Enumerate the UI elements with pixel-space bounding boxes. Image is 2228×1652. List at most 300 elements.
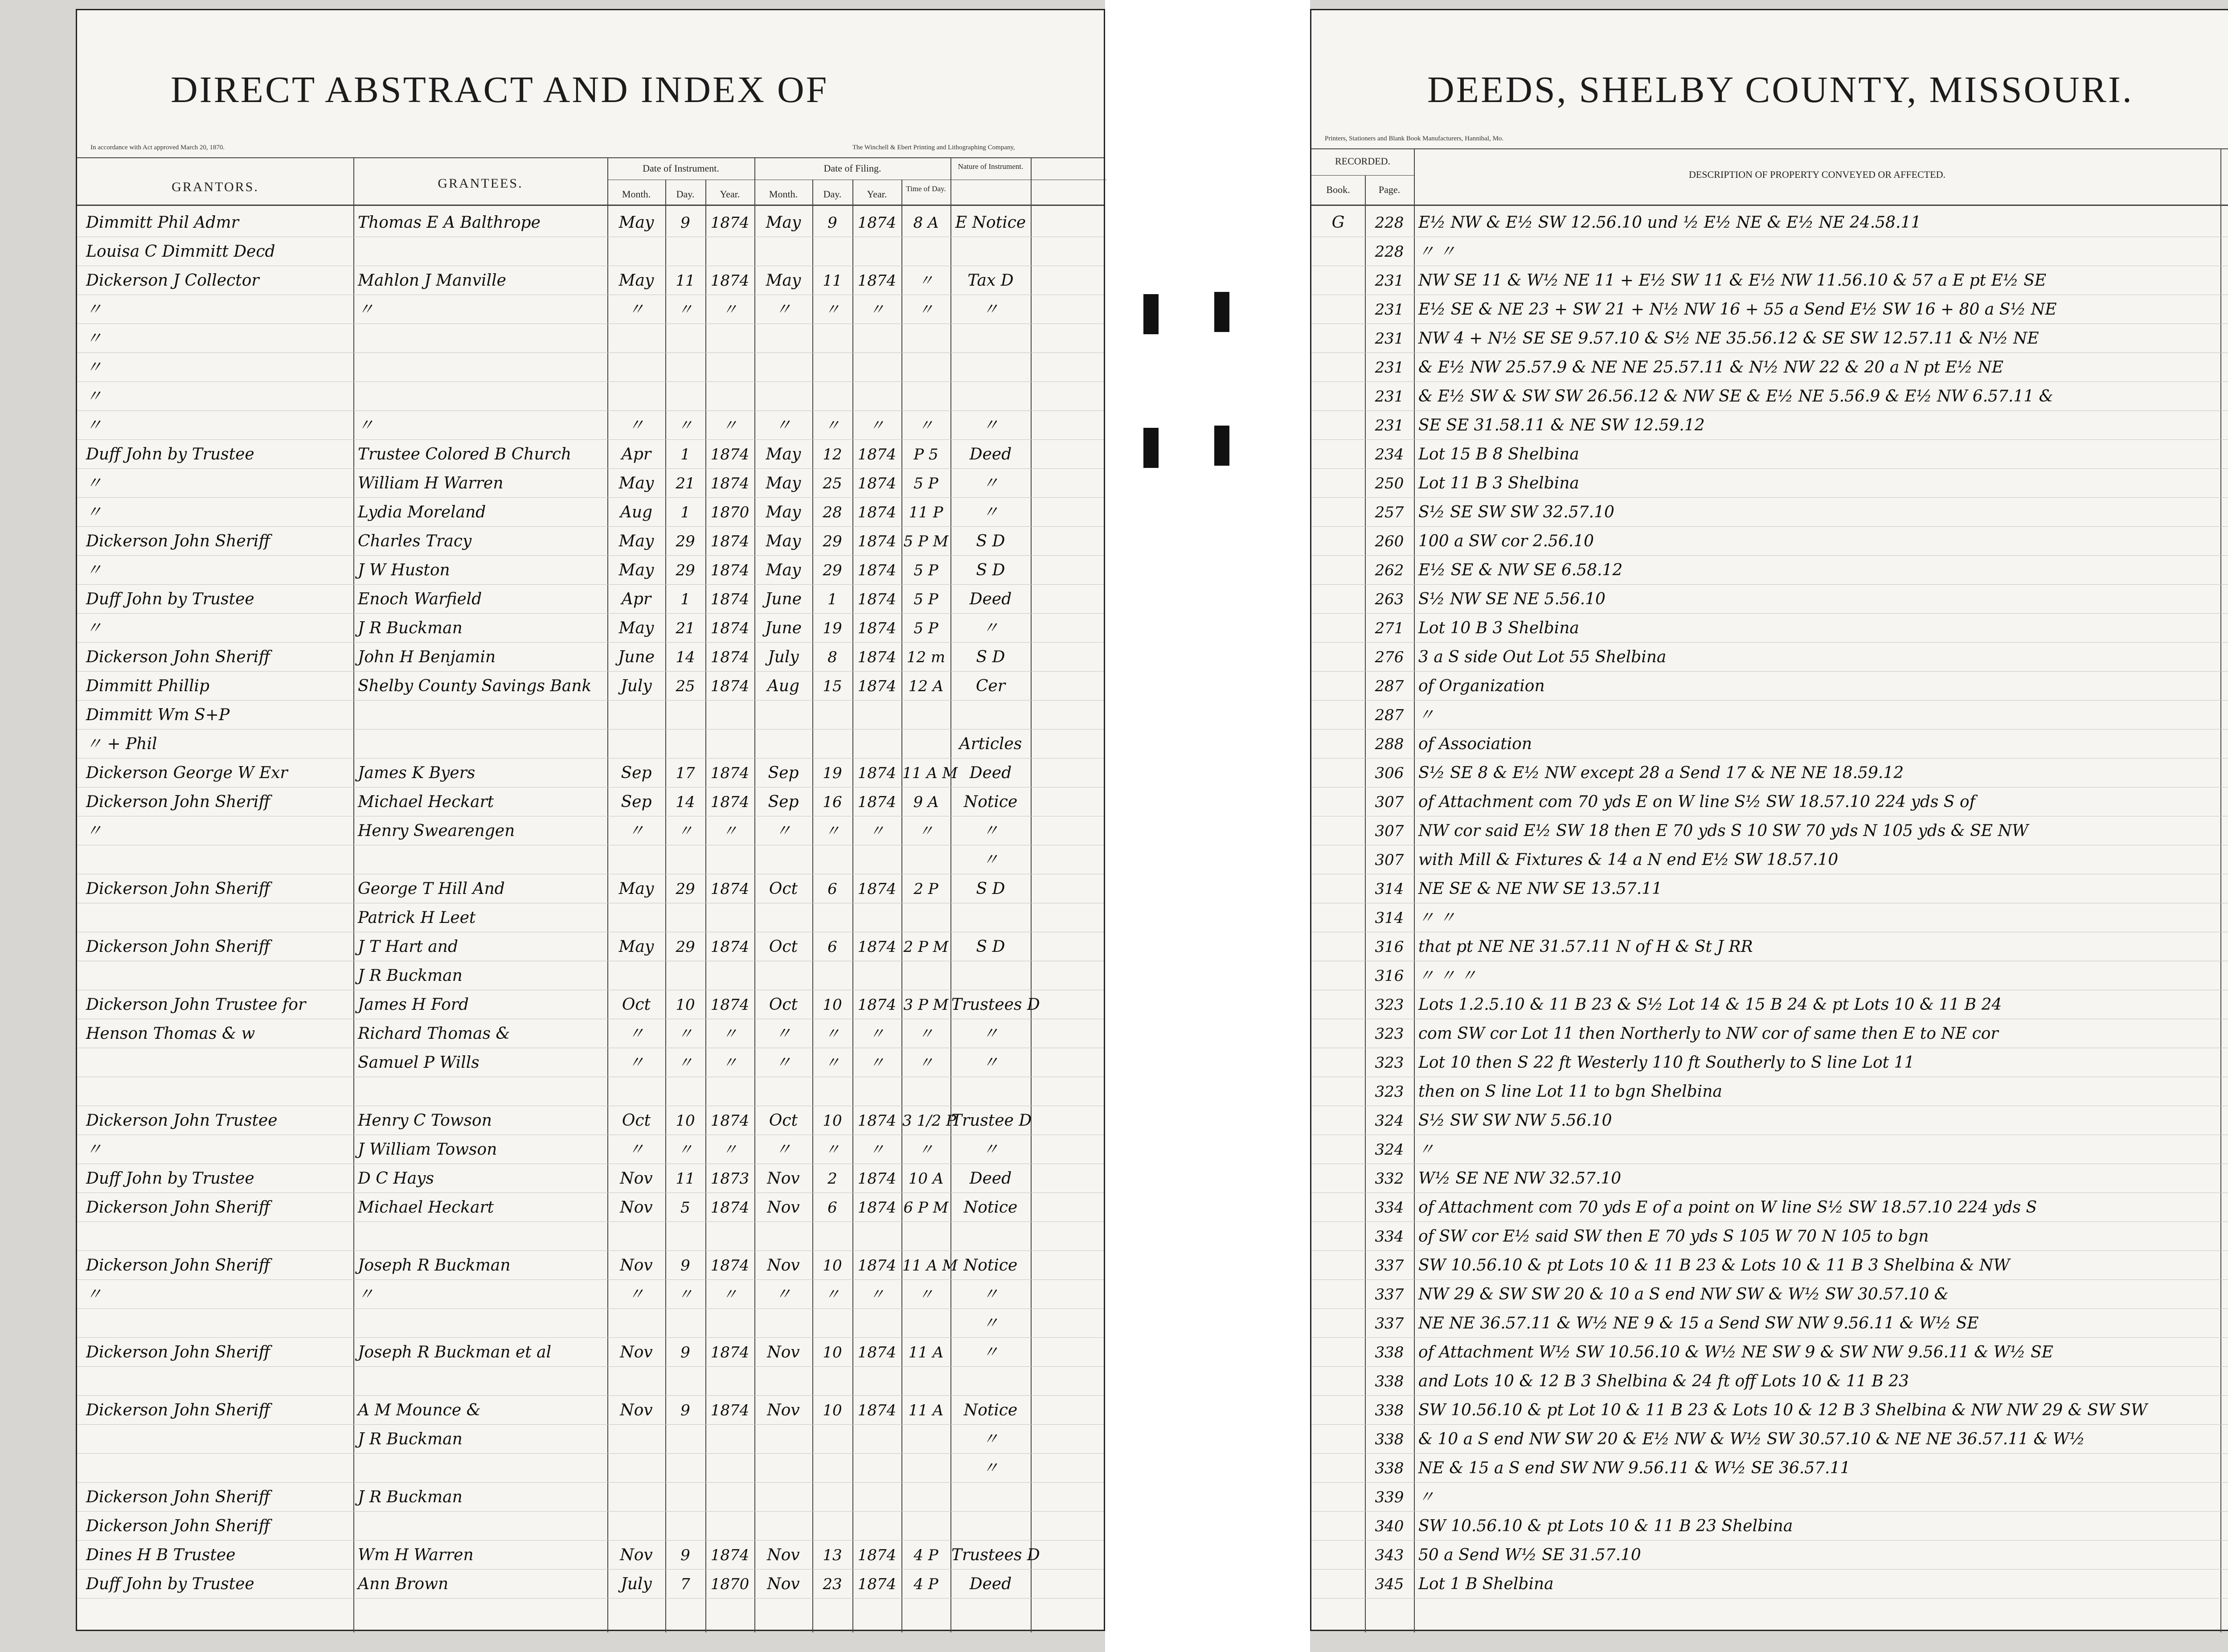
filing-day-cell: 9 <box>827 214 837 232</box>
grantee-cell: J R Buckman <box>358 967 463 985</box>
ledger-row <box>1311 1107 2228 1135</box>
page-cell: 263 <box>1375 590 1404 608</box>
ledger-row <box>77 1512 1104 1541</box>
recorded-header: RECORDED. <box>1335 156 1391 167</box>
ledger-row <box>1311 759 2228 787</box>
ledger-row <box>77 1483 1104 1512</box>
page-cell: 307 <box>1375 822 1404 840</box>
filing-month-cell: 〃 <box>775 1285 791 1304</box>
instrument-year-cell: 1874 <box>710 1199 749 1217</box>
ledger-row <box>1311 266 2228 295</box>
ledger-row <box>77 1193 1104 1222</box>
row-rule <box>1311 1279 2228 1280</box>
day-header: Day. <box>676 189 695 200</box>
instrument-day-cell: 1 <box>680 446 690 463</box>
grantor-cell: Dickerson J Collector <box>86 271 259 290</box>
row-rule <box>77 1366 1104 1367</box>
page-cell: 316 <box>1375 938 1404 956</box>
page-cell: 323 <box>1375 1083 1404 1101</box>
filing-day-cell: 8 <box>827 648 837 666</box>
ledger-row <box>77 238 1104 266</box>
page-cell: 338 <box>1375 1459 1404 1477</box>
filing-year-cell: 〃 <box>869 1054 885 1072</box>
description-cell: & E½ NW 25.57.9 & NE NE 25.57.11 & N½ NW 22 & 20 a N pt E½ NE <box>1418 358 2004 377</box>
filing-time-cell: 〃 <box>918 1025 934 1043</box>
description-cell: 〃 〃 <box>1418 909 1456 927</box>
instrument-month-cell: May <box>618 561 654 579</box>
instrument-month-cell: June <box>618 648 655 666</box>
page-cell: 231 <box>1375 359 1404 377</box>
ledger-row <box>77 991 1104 1019</box>
filing-month-cell: Sep <box>768 764 799 782</box>
filing-day-cell: 6 <box>827 938 837 956</box>
instrument-year-cell: 1874 <box>710 1402 749 1419</box>
nature-cell: 〃 <box>982 1054 999 1072</box>
nature-cell: Notice <box>963 1256 1018 1275</box>
nature-cell: 〃 <box>982 503 999 521</box>
ledger-row <box>77 933 1104 961</box>
filing-year-cell: 1874 <box>857 446 897 463</box>
ledger-row <box>1311 440 2228 469</box>
instrument-year-cell: 〃 <box>722 1286 737 1304</box>
description-cell: that pt NE NE 31.57.11 N of H & St J RR <box>1418 938 1753 956</box>
instrument-year-cell: 1874 <box>710 475 749 492</box>
grantor-cell: 〃 <box>86 822 102 840</box>
nature-cell: Cer <box>975 677 1006 695</box>
description-header: DESCRIPTION OF PROPERTY CONVEYED OR AFFECTED. <box>1688 169 1946 180</box>
ledger-row <box>1311 730 2228 758</box>
row-rule <box>1311 1511 2228 1512</box>
row-rule <box>1311 584 2228 585</box>
grantor-cell: Dickerson George W Exr <box>86 764 288 782</box>
grantee-cell: William H Warren <box>358 474 504 492</box>
ledger-row <box>77 1396 1104 1425</box>
instrument-day-cell: 17 <box>676 764 695 782</box>
book-header: Book. <box>1326 184 1350 195</box>
instrument-year-cell: 1874 <box>710 590 749 608</box>
instrument-month-cell: 〃 <box>628 1285 644 1304</box>
instrument-year-cell: 〃 <box>722 1141 737 1159</box>
ledger-row <box>1311 353 2228 382</box>
filing-day-cell: 25 <box>823 475 842 492</box>
nature-cell: 〃 <box>982 1314 999 1332</box>
instrument-month-cell: July <box>621 1575 652 1593</box>
filing-year-cell: 1874 <box>857 475 897 492</box>
instrument-year-cell: 1874 <box>710 1257 749 1275</box>
ledger-row <box>77 1135 1104 1164</box>
page-cell: 271 <box>1375 619 1404 637</box>
page-cell: 307 <box>1375 793 1404 811</box>
instrument-year-cell: 1873 <box>710 1170 749 1188</box>
page-cell: 338 <box>1375 1431 1404 1448</box>
description-cell: & 10 a S end NW SW 20 & E½ NW & W½ SW 30.57.10 & NE NE 36.57.11 & W½ <box>1418 1430 2085 1448</box>
ledger-row <box>1311 1251 2228 1280</box>
filing-year-cell: 1874 <box>857 619 897 637</box>
page-cell: 260 <box>1375 533 1404 550</box>
row-rule <box>1311 410 2228 411</box>
page-cell: 231 <box>1375 301 1404 319</box>
ledger-row <box>77 1164 1104 1193</box>
filing-time-cell: 〃 <box>918 1286 934 1304</box>
binding-mark <box>1143 294 1159 334</box>
page-cell: 343 <box>1375 1546 1404 1564</box>
filing-day-cell: 〃 <box>825 1054 840 1072</box>
filing-month-cell: Nov <box>767 1169 800 1188</box>
date-of-instrument-header: Date of Instrument. <box>643 163 719 174</box>
row-rule <box>77 700 1104 701</box>
row-rule <box>1311 439 2228 440</box>
filing-time-cell: 2 P M <box>903 938 949 956</box>
row-rule <box>77 1250 1104 1251</box>
grantee-cell: Wm H Warren <box>358 1546 474 1564</box>
row-rule <box>1311 1453 2228 1454</box>
instrument-month-cell: May <box>618 938 654 956</box>
ledger-row <box>1311 933 2228 961</box>
ledger-row <box>77 1541 1104 1570</box>
page-cell: 276 <box>1375 648 1404 666</box>
description-cell: of SW cor E½ said SW then E 70 yds S 105 W 70 N 105 to bgn <box>1418 1227 1929 1246</box>
description-cell: Lot 1 B Shelbina <box>1418 1575 1554 1593</box>
filing-time-cell: 12 m <box>906 648 946 666</box>
filing-month-cell: Oct <box>769 1111 798 1130</box>
grantee-cell: J R Buckman <box>358 1430 463 1448</box>
page-cell: 314 <box>1375 909 1404 927</box>
row-rule <box>1311 1540 2228 1541</box>
row-rule <box>77 642 1104 643</box>
filing-time-cell: 3 1/2 P <box>902 1112 956 1130</box>
instrument-year-cell: 1874 <box>710 1344 749 1361</box>
filing-day-header: Day. <box>823 189 842 200</box>
instrument-day-cell: 11 <box>676 272 695 290</box>
nature-cell: Notice <box>963 1401 1018 1419</box>
nature-cell: Trustees D <box>951 1546 1040 1564</box>
page-cell: 306 <box>1375 764 1404 782</box>
filing-year-cell: 1874 <box>857 1199 897 1217</box>
page-cell: 337 <box>1375 1257 1404 1275</box>
nature-cell: 〃 <box>982 822 999 840</box>
filing-day-cell: 6 <box>827 880 837 898</box>
instrument-year-cell: 1874 <box>710 533 749 550</box>
filing-time-cell: 11 P <box>909 504 943 521</box>
instrument-day-cell: 21 <box>676 619 695 637</box>
page-cell: 334 <box>1375 1199 1404 1217</box>
ledger-row <box>1311 1309 2228 1338</box>
instrument-month-cell: Nov <box>620 1169 653 1188</box>
description-cell: 50 a Send W½ SE 31.57.10 <box>1418 1546 1641 1564</box>
filing-month-cell: June <box>765 619 802 637</box>
section-cell <box>2221 358 2228 377</box>
instrument-day-cell: 7 <box>680 1575 690 1593</box>
instrument-day-cell: 〃 <box>678 417 693 435</box>
ledger-row <box>77 556 1104 585</box>
grantee-cell: Patrick H Leet <box>358 909 476 927</box>
filing-time-cell: 〃 <box>918 1141 934 1159</box>
row-rule <box>77 468 1104 469</box>
page-cell: 287 <box>1375 677 1404 695</box>
instrument-month-cell: Nov <box>620 1256 653 1275</box>
instrument-year-cell: 1870 <box>710 504 749 521</box>
filing-month-cell: Nov <box>767 1401 800 1419</box>
instrument-day-cell: 29 <box>676 938 695 956</box>
filing-month-cell: May <box>766 445 801 463</box>
right-printer-note: Printers, Stationers and Blank Book Manufacturers, Hannibal, Mo. <box>1325 135 1504 142</box>
row-rule <box>1311 468 2228 469</box>
row-rule <box>1311 1569 2228 1570</box>
section-cell <box>2221 271 2228 291</box>
filing-day-cell: 12 <box>823 446 842 463</box>
ledger-row <box>1311 1541 2228 1570</box>
instrument-month-cell: May <box>618 532 654 550</box>
filing-day-cell: 19 <box>823 764 842 782</box>
filing-year-cell: 〃 <box>869 1025 885 1043</box>
filing-day-cell: 16 <box>823 793 842 811</box>
filing-day-cell: 2 <box>827 1170 837 1188</box>
filing-time-cell: 4 P <box>913 1546 938 1564</box>
row-rule <box>77 1279 1104 1280</box>
grantee-cell: George T Hill And <box>358 880 505 898</box>
nature-cell: 〃 <box>982 851 999 869</box>
nature-cell: Notice <box>963 793 1018 811</box>
filing-time-cell: 6 P M <box>903 1199 949 1217</box>
instrument-month-cell: Oct <box>622 1111 651 1130</box>
instrument-day-cell: 〃 <box>678 1054 693 1072</box>
section-cell <box>2221 329 2228 348</box>
ledger-row <box>77 875 1104 903</box>
instrument-year-cell: 1874 <box>710 880 749 898</box>
instrument-month-cell: 〃 <box>628 1025 644 1043</box>
filing-day-cell: 23 <box>823 1575 842 1593</box>
binding-mark <box>1214 426 1229 466</box>
nature-cell: E Notice <box>955 213 1026 232</box>
ledger-row <box>77 1049 1104 1077</box>
grantor-cell: 〃 <box>86 358 102 377</box>
filing-time-cell: 〃 <box>918 301 934 319</box>
ledger-row <box>77 1251 1104 1280</box>
grantee-cell: J R Buckman <box>358 1488 463 1506</box>
filing-year-cell: 1874 <box>857 880 897 898</box>
instrument-day-cell: 29 <box>676 880 695 898</box>
row-rule <box>77 1424 1104 1425</box>
right-page-title: DEEDS, SHELBY COUNTY, MISSOURI. <box>1427 69 2134 111</box>
ledger-row <box>1311 875 2228 903</box>
ledger-row <box>77 1425 1104 1454</box>
page-cell: 316 <box>1375 967 1404 985</box>
filing-month-cell: May <box>766 213 801 232</box>
row-rule <box>77 613 1104 614</box>
page-cell: 231 <box>1375 417 1404 435</box>
filing-month-cell: 〃 <box>775 822 791 840</box>
page-cell: 338 <box>1375 1373 1404 1390</box>
book-gutter <box>1105 0 1310 1652</box>
description-cell: of Attachment com 70 yds E on W line S½ SW 18.57.10 224 yds S of <box>1418 793 1975 811</box>
ledger-row <box>77 1309 1104 1338</box>
ledger-row <box>1311 817 2228 845</box>
ledger-row <box>1311 1020 2228 1048</box>
grantor-cell: 〃 <box>86 387 102 406</box>
page-cell: 323 <box>1375 996 1404 1014</box>
ledger-row <box>77 1570 1104 1599</box>
filing-time-cell: 4 P <box>913 1575 938 1593</box>
description-cell: E½ NW & E½ SW 12.56.10 und ½ E½ NE & E½ NE 24.58.11 <box>1418 213 1921 232</box>
description-cell: NW 29 & SW SW 20 & 10 a S end NW SW & W½ SW 30.57.10 & <box>1418 1285 1949 1304</box>
nature-header: Nature of Instrument. <box>958 162 1024 171</box>
instrument-year-cell: 1874 <box>710 446 749 463</box>
instrument-year-cell: 〃 <box>722 417 737 435</box>
instrument-day-cell: 14 <box>676 648 695 666</box>
description-cell: SW 10.56.10 & pt Lots 10 & 11 B 23 & Lots 10 & 11 B 3 Shelbina & NW <box>1418 1256 2010 1275</box>
ledger-row <box>77 1020 1104 1048</box>
filing-year-cell: 1874 <box>857 533 897 550</box>
page-cell: 231 <box>1375 388 1404 406</box>
filing-year-cell: 1874 <box>857 562 897 579</box>
filing-year-cell: 1874 <box>857 590 897 608</box>
grantee-cell: Michael Heckart <box>358 793 494 811</box>
filing-year-cell: 〃 <box>869 417 885 435</box>
ledger-row <box>77 1367 1104 1396</box>
filing-month-cell: 〃 <box>775 300 791 319</box>
filing-year-header: Year. <box>867 189 887 200</box>
instrument-year-cell: 〃 <box>722 1025 737 1043</box>
row-rule <box>1311 1598 2228 1599</box>
filing-month-cell: May <box>766 474 801 492</box>
instrument-year-cell: 〃 <box>722 822 737 840</box>
filing-day-cell: 〃 <box>825 417 840 435</box>
ledger-row <box>1311 672 2228 701</box>
page-cell: 324 <box>1375 1112 1404 1130</box>
row-rule <box>77 1598 1104 1599</box>
instrument-month-cell: 〃 <box>628 822 644 840</box>
instrument-day-cell: 14 <box>676 793 695 811</box>
page-cell: 337 <box>1375 1315 1404 1332</box>
ledger-row <box>1311 1396 2228 1425</box>
instrument-month-cell: 〃 <box>628 1140 644 1159</box>
filing-time-cell: 5 P <box>913 475 938 492</box>
grantee-cell: D C Hays <box>358 1169 434 1188</box>
page-cell: 234 <box>1375 446 1404 463</box>
ledger-row <box>1311 1483 2228 1512</box>
row-rule <box>1311 1250 2228 1251</box>
grantee-cell: Henry C Towson <box>358 1111 492 1130</box>
row-rule <box>1311 1366 2228 1367</box>
ledger-row <box>77 1107 1104 1135</box>
description-cell: Lot 15 B 8 Shelbina <box>1418 445 1579 463</box>
nature-cell: S D <box>976 532 1005 550</box>
ledger-row <box>1311 991 2228 1019</box>
instrument-day-cell: 1 <box>680 590 690 608</box>
grantor-cell: Dickerson John Sheriff <box>86 1488 270 1506</box>
left-ledger-page <box>76 9 1105 1631</box>
filing-day-cell: 19 <box>823 619 842 637</box>
filing-time-cell: 11 A <box>908 1344 944 1361</box>
description-cell: Lot 11 B 3 Shelbina <box>1418 474 1579 492</box>
grantor-cell: 〃 <box>86 503 102 521</box>
filing-month-cell: Nov <box>767 1198 800 1217</box>
ledger-row <box>77 498 1104 527</box>
grantee-cell: Trustee Colored B Church <box>358 445 572 463</box>
ledger-row <box>77 817 1104 845</box>
filing-day-cell: 11 <box>823 272 842 290</box>
filing-time-cell: 2 P <box>913 880 938 898</box>
filing-day-cell: 28 <box>823 504 842 521</box>
instrument-day-cell: 11 <box>676 1170 695 1188</box>
page-cell: 287 <box>1375 706 1404 724</box>
grantor-cell: Duff John by Trustee <box>86 1575 254 1593</box>
filing-day-cell: 〃 <box>825 1141 840 1159</box>
act-note: In accordance with Act approved March 20, 1870. <box>90 144 225 151</box>
ledger-row <box>1311 527 2228 556</box>
filing-year-cell: 1874 <box>857 1344 897 1361</box>
description-cell: and Lots 10 & 12 B 3 Shelbina & 24 ft off Lots 10 & 11 B 23 <box>1418 1372 1909 1390</box>
ledger-row <box>1311 1049 2228 1077</box>
grantors-header: GRANTORS. <box>172 180 259 194</box>
description-cell: NE & 15 a S end SW NW 9.56.11 & W½ SE 36.57.11 <box>1418 1459 1851 1477</box>
ledger-row <box>1311 788 2228 816</box>
filing-day-cell: 〃 <box>825 1286 840 1304</box>
row-rule <box>77 1511 1104 1512</box>
page-cell: 250 <box>1375 475 1404 492</box>
grantor-cell: Dickerson John Sheriff <box>86 1401 270 1419</box>
instrument-day-cell: 29 <box>676 562 695 579</box>
page-cell: 257 <box>1375 504 1404 521</box>
page-cell: 323 <box>1375 1025 1404 1043</box>
instrument-month-cell: Aug <box>620 503 653 521</box>
row-rule <box>77 410 1104 411</box>
grantee-cell: Ann Brown <box>358 1575 449 1593</box>
filing-month-cell: Nov <box>767 1256 800 1275</box>
description-cell: 〃 〃 〃 <box>1418 967 1477 985</box>
nature-cell: Deed <box>969 764 1012 782</box>
page-cell: 338 <box>1375 1344 1404 1361</box>
ledger-row <box>77 411 1104 440</box>
page-cell: 288 <box>1375 735 1404 753</box>
grantee-cell: 〃 <box>358 300 374 319</box>
grantor-cell: 〃 <box>86 1285 102 1304</box>
grantor-cell: Dimmitt Phil Admr <box>86 213 239 232</box>
description-cell: NW cor said E½ SW 18 then E 70 yds S 10 SW 70 yds N 105 yds & SE NW <box>1418 822 2029 840</box>
grantee-cell: Samuel P Wills <box>358 1054 479 1072</box>
instrument-year-cell: 〃 <box>722 1054 737 1072</box>
instrument-year-cell: 1874 <box>710 996 749 1014</box>
ledger-row <box>77 788 1104 816</box>
page-cell: 334 <box>1375 1228 1404 1246</box>
ledger-row <box>1311 1512 2228 1541</box>
filing-time-cell: 11 A M <box>902 764 958 782</box>
grantor-cell: 〃 <box>86 329 102 348</box>
row-rule <box>77 1395 1104 1396</box>
filing-day-cell: 1 <box>827 590 837 608</box>
ledger-row <box>77 295 1104 324</box>
ledger-row <box>77 1280 1104 1309</box>
instrument-month-cell: Nov <box>620 1198 653 1217</box>
grantor-cell: Dimmitt Phillip <box>86 677 210 695</box>
filing-month-cell: May <box>766 561 801 579</box>
row-rule <box>77 497 1104 498</box>
nature-cell: Trustee D <box>951 1111 1032 1130</box>
section-cell <box>2221 1343 2228 1362</box>
ledger-row <box>77 701 1104 730</box>
row-rule <box>77 1482 1104 1483</box>
nature-cell: 〃 <box>982 300 999 319</box>
grantee-cell: J W Huston <box>358 561 450 579</box>
year-header: Year. <box>720 189 740 200</box>
row-rule <box>1311 1337 2228 1338</box>
row-rule <box>1311 700 2228 701</box>
page-cell: 314 <box>1375 880 1404 898</box>
ledger-row <box>1311 382 2228 411</box>
filing-month-cell: Nov <box>767 1575 800 1593</box>
filing-year-cell: 1874 <box>857 764 897 782</box>
description-cell: NW 4 + N½ SE SE 9.57.10 & S½ NE 35.56.12 & SE SW 12.57.11 & N½ NE <box>1418 329 2039 348</box>
